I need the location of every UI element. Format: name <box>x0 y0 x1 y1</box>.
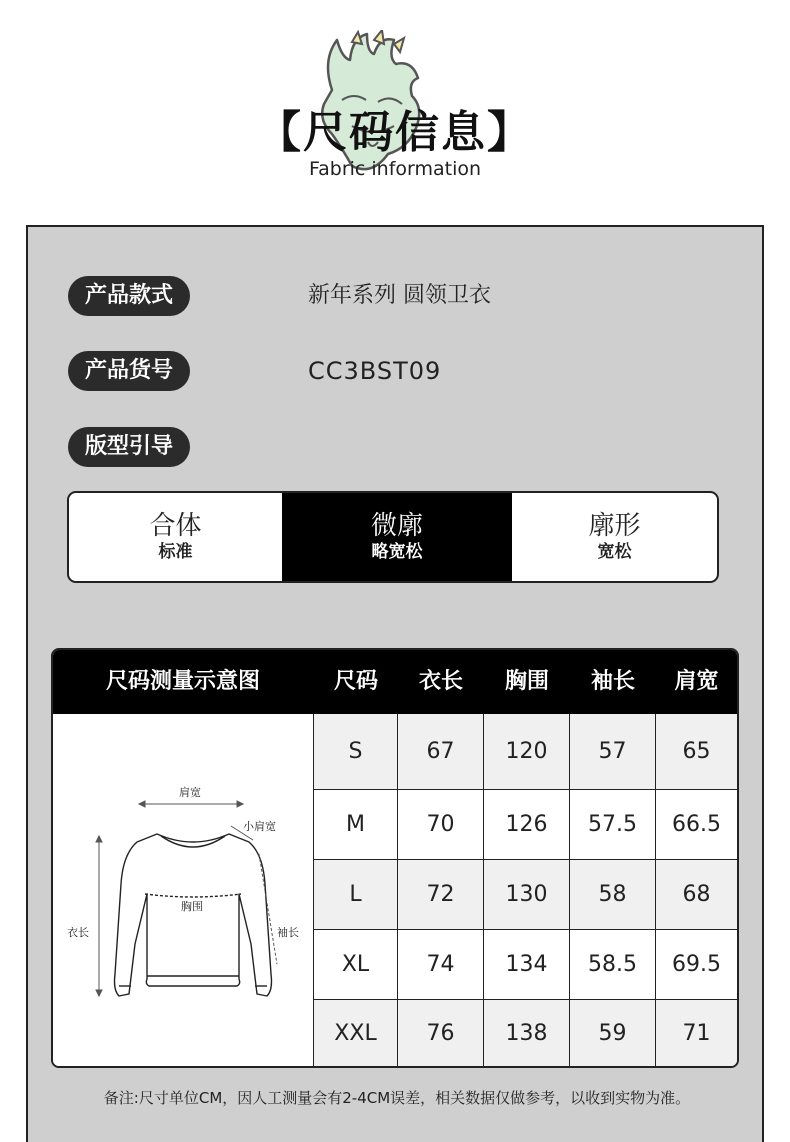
chest-cell: 134 <box>484 930 570 1000</box>
length-cell: 74 <box>398 930 484 1000</box>
shoulder-cell: 65 <box>656 714 737 790</box>
column-header-sleeve: 袖长 <box>590 669 635 694</box>
product-style-label: 产品款式 <box>68 276 190 316</box>
size-cell: S <box>314 714 398 790</box>
sleeve-cell: 58.5 <box>570 930 656 1000</box>
fit-option-main: 微廓 <box>370 511 423 541</box>
fit-option-sub: 标准 <box>158 542 193 562</box>
sweatshirt-diagram-illustration <box>53 714 313 1066</box>
shoulder-cell: 68 <box>656 860 737 930</box>
page-title: 【尺码信息】 <box>257 107 533 158</box>
column-header-length: 衣长 <box>418 669 463 694</box>
fit-option-main: 合体 <box>149 511 202 541</box>
product-code-label: 产品货号 <box>68 351 190 391</box>
size-cell: L <box>314 860 398 930</box>
page-subtitle: Fabric information <box>308 158 482 180</box>
shoulder-cell: 66.5 <box>656 790 737 860</box>
sleeve-cell: 58 <box>570 860 656 930</box>
fit-option-sub: 宽松 <box>597 542 632 562</box>
measurement-diagram <box>53 714 314 1066</box>
fit-guide-selector <box>67 491 719 583</box>
column-header-size: 尺码 <box>333 669 378 694</box>
length-cell: 67 <box>398 714 484 790</box>
sleeve-cell: 59 <box>570 1000 656 1066</box>
diagram-label-shoulder: 肩宽 <box>179 786 201 799</box>
sleeve-cell: 57.5 <box>570 790 656 860</box>
shoulder-cell: 69.5 <box>656 930 737 1000</box>
size-table-header <box>53 650 737 714</box>
fit-guide-label: 版型引导 <box>68 427 190 467</box>
diagram-label-sleeve: 袖长 <box>277 926 299 939</box>
column-header-chest: 胸围 <box>504 669 549 694</box>
size-info-panel <box>26 225 764 1142</box>
diagram-label-chest: 胸围 <box>181 900 203 913</box>
length-cell: 72 <box>398 860 484 930</box>
measurement-note: 备注:尺寸单位CM，因人工测量会有2-4CM误差，相关数据仅做参考，以收到实物为准。 <box>103 1089 691 1107</box>
fit-option-fitted <box>69 493 282 581</box>
product-code-value: CC3BST09 <box>308 357 442 385</box>
length-cell: 70 <box>398 790 484 860</box>
diagram-label-length: 衣长 <box>67 926 89 939</box>
fit-option-main: 廓形 <box>588 511 641 541</box>
shoulder-cell: 71 <box>656 1000 737 1066</box>
size-table <box>51 648 739 1068</box>
product-style-value: 新年系列 圆领卫衣 <box>308 283 491 308</box>
chest-cell: 138 <box>484 1000 570 1066</box>
chest-cell: 120 <box>484 714 570 790</box>
chest-cell: 126 <box>484 790 570 860</box>
size-cell: XL <box>314 930 398 1000</box>
size-cell: XXL <box>314 1000 398 1066</box>
fit-option-oversized <box>512 493 717 581</box>
diagram-header: 尺码测量示意图 <box>105 669 260 694</box>
length-cell: 76 <box>398 1000 484 1066</box>
sleeve-cell: 57 <box>570 714 656 790</box>
size-grid <box>314 714 737 1066</box>
size-cell: M <box>314 790 398 860</box>
column-header-shoulder: 肩宽 <box>674 669 719 694</box>
fit-option-sub: 略宽松 <box>371 542 423 562</box>
fit-option-slightly-loose <box>282 493 512 581</box>
chest-cell: 130 <box>484 860 570 930</box>
diagram-label-small-shoulder: 小肩宽 <box>243 820 276 833</box>
